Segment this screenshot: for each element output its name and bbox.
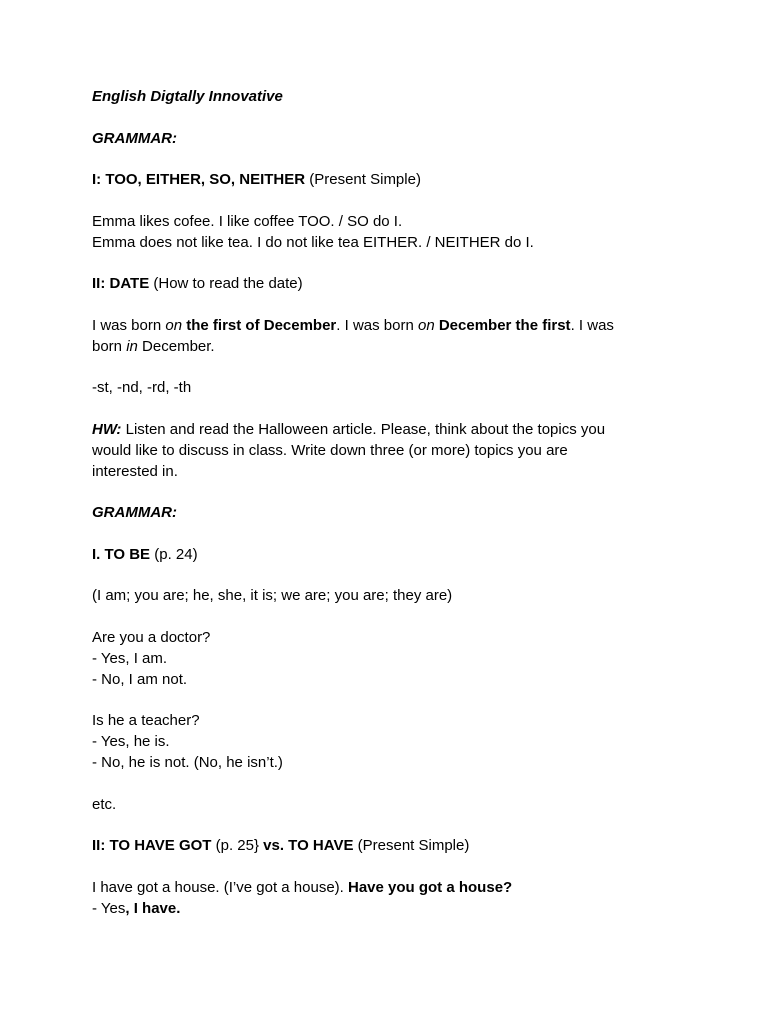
text-run: Listen and read the Halloween article. Please, think about the topics you	[121, 420, 606, 438]
text-run: . I was born	[336, 316, 418, 334]
date-heading-bold: II: DATE	[92, 275, 150, 292]
grammar-heading-1: GRAMMAR:	[92, 129, 177, 147]
example-sentence-2: Emma does not like tea. I do not like tea EITHER. / NEITHER do I.	[92, 233, 534, 251]
date-heading	[92, 273, 682, 294]
text-run: born	[92, 337, 127, 355]
date-sentence-line-2	[92, 336, 682, 357]
text-run-italic: on	[165, 316, 183, 334]
date-sentence-line-1	[92, 315, 682, 336]
answer-1-yes: - Yes, I am.	[92, 649, 168, 667]
text-run: (p. 25}	[211, 837, 264, 854]
text-run: . I was	[570, 316, 614, 334]
text-run-bold: the first of December	[186, 316, 337, 334]
text-run-bold: , I have.	[125, 899, 181, 917]
answer-2-no: - No, he is not. (No, he isn’t.)	[92, 754, 283, 771]
homework-label: HW:	[92, 420, 122, 438]
homework-line-3: interested in.	[92, 462, 178, 480]
text-run-bold: vs. TO HAVE	[263, 837, 354, 854]
text-run-bold: December the first	[438, 316, 571, 334]
have-got-sentence	[92, 877, 682, 898]
have-got-answer	[92, 898, 682, 919]
text-run: December.	[137, 337, 215, 355]
text-run: (Present Simple)	[353, 837, 470, 854]
ordinal-suffixes: -st, -nd, -rd, -th	[92, 379, 192, 396]
too-either-heading-rest: (Present Simple)	[305, 171, 421, 188]
question-2: Is he a teacher?	[92, 712, 200, 729]
answer-2-yes: - Yes, he is.	[92, 733, 170, 750]
homework-line-2: would like to discuss in class. Write down three (or more) topics you are	[92, 441, 568, 459]
text-run-bold: Have you got a house?	[348, 878, 513, 896]
to-be-heading-rest: (p. 24)	[150, 545, 198, 563]
question-1: Are you a doctor?	[92, 628, 211, 646]
text-run-italic: in	[126, 337, 138, 355]
document-title: English Digtally Innovative	[92, 88, 283, 105]
to-be-heading	[92, 544, 682, 565]
grammar-heading-2: GRAMMAR:	[92, 504, 177, 521]
example-sentence-1: Emma likes cofee. I like coffee TOO. / SO do I.	[92, 212, 403, 230]
to-be-conjugation: (I am; you are; he, she, it is; we are; you are; they are)	[92, 587, 453, 604]
too-either-heading-bold: I: TOO, EITHER, SO, NEITHER	[92, 171, 306, 188]
document-page	[92, 86, 682, 919]
to-have-got-heading	[92, 835, 682, 856]
text-run-italic: on	[417, 316, 435, 334]
to-be-heading-bold: I. TO BE	[92, 545, 151, 563]
too-either-heading	[92, 169, 682, 190]
date-heading-rest: (How to read the date)	[149, 275, 303, 292]
homework-line-1	[92, 419, 682, 440]
text-run: I have got a house. (I’ve got a house).	[92, 878, 348, 896]
text-run: - Yes	[92, 899, 126, 917]
etc-text: etc.	[92, 795, 117, 813]
text-run-bold: II: TO HAVE GOT	[92, 837, 212, 854]
answer-1-no: - No, I am not.	[92, 670, 188, 688]
text-run: I was born	[92, 316, 166, 334]
